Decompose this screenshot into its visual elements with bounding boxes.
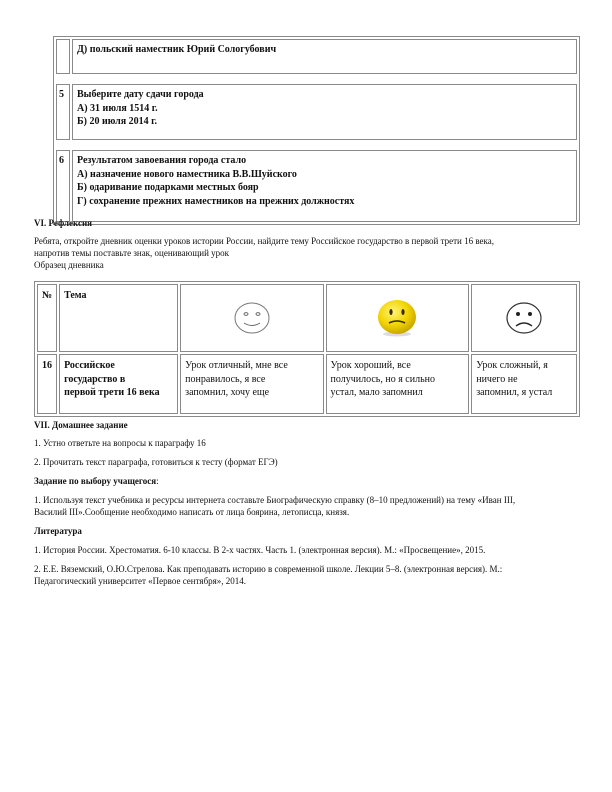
answer-option: А) 31 июля 1514 г. — [77, 102, 158, 114]
question-row-6 — [56, 150, 577, 222]
homework-heading: VII. Домашнее задание — [34, 420, 128, 430]
literature-item-2-line2: Педагогический университет «Первое сентября», 2014. — [34, 576, 247, 586]
literature-heading: Литература — [34, 526, 82, 536]
questions-table — [53, 36, 580, 225]
answer-option: Б) 20 июля 2014 г. — [77, 116, 158, 127]
diary-entry-row — [37, 354, 577, 414]
reflection-text-line1: Ребята, откройте дневник оценки уроков истории России, найдите тему Российское государство в первой трети 16 века, — [34, 236, 495, 246]
question-row-5 — [56, 84, 577, 140]
diary-rating-hard: Урок сложный, я ничего не запомнил, я устал — [471, 354, 577, 414]
answer-option: Г) сохранение прежних наместников на прежних должностях — [77, 195, 355, 207]
diary-rating-good: Урок хороший, все получилось, но я сильно устал, мало запомнил — [326, 354, 470, 414]
neutral-face-icon — [375, 298, 419, 338]
reflection-heading: VI. Рефлексия — [34, 218, 93, 228]
reflection-text-line2: напротив темы поставьте знак, оценивающий урок — [34, 248, 230, 258]
question-number: 6 — [56, 150, 70, 222]
choice-heading: Задание по выбору учащегося — [34, 476, 157, 486]
diary-rating-excellent: Урок отличный, мне все понравилось, я все запомнил, хочу еще — [180, 354, 323, 414]
question-row-d — [56, 39, 577, 74]
question-text: Результатом завоевания города стало — [77, 155, 247, 166]
literature-item-1: 1. История России. Хрестоматия. 6-10 классы. В 2-х частях. Часть 1. (электронная версия). М.: «Просвещение», 2015. — [34, 545, 486, 555]
homework-item-2: 2. Прочитать текст параграфа, готовиться к тесту (формат ЕГЭ) — [34, 457, 278, 467]
question-number: 5 — [56, 84, 70, 140]
choice-text-line1: 1. Используя текст учебника и ресурсы интернета составьте Биографическую справку (8–10 предложений) на тему «Иван III, — [34, 495, 516, 505]
answer-option: Б) одаривание подарками местных бояр — [77, 182, 259, 193]
question-text: Выберите дату сдачи города — [77, 89, 204, 100]
choice-heading-line: Задание по выбору учащегося: — [34, 476, 159, 486]
diary-sample-caption: Образец дневника — [34, 260, 104, 270]
diary-number-header: № — [37, 284, 57, 352]
question-number — [56, 39, 70, 74]
answer-option: А) назначение нового наместника В.В.Шуйского — [77, 168, 297, 180]
diary-header-row — [37, 284, 577, 352]
diary-table — [34, 281, 580, 417]
diary-topic-header: Тема — [59, 284, 178, 352]
diary-entry-number: 16 — [37, 354, 57, 414]
sad-face-icon — [504, 300, 544, 336]
choice-text-line2: Василий III».Сообщение необходимо написать от лица боярина, летописца, князя. — [34, 507, 350, 517]
literature-item-2-line1: 2. Е.Е. Вяземский, О.Ю.Стрелова. Как преподавать историю в современной школе. Лекции 5–8. (электронная версия). М.: — [34, 564, 503, 574]
diary-entry-topic: Российское государство в первой трети 16 века — [59, 354, 178, 414]
smiley-face-icon — [232, 300, 272, 336]
answer-option: Д) польский наместник Юрий Сологубович — [77, 44, 277, 55]
homework-item-1: 1. Устно ответьте на вопросы к параграфу 16 — [34, 438, 206, 448]
